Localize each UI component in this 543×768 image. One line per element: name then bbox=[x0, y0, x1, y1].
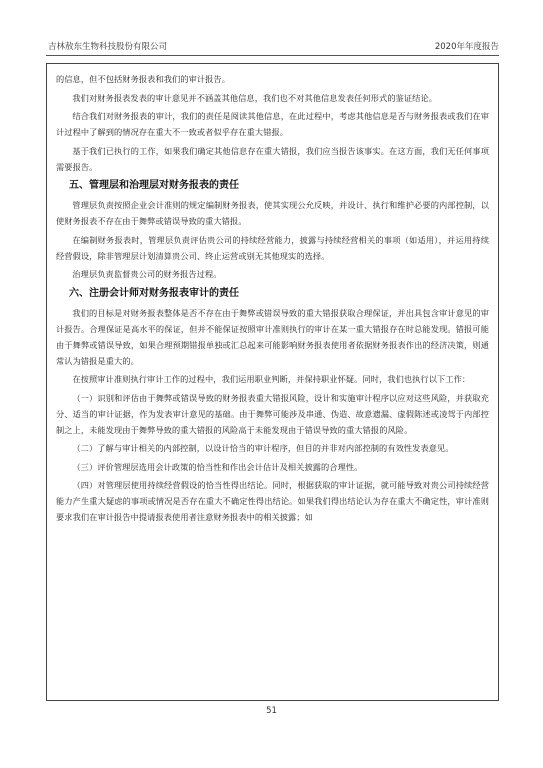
paragraph: 结合我们对财务报表的审计，我们的责任是阅读其他信息，在此过程中，考虑其他信息是否与财务报表或我们在审计过程中了解到的情况存在重大不一致或者似乎存在重大错报。 bbox=[56, 111, 489, 137]
paragraph: 管理层负责按照企业会计准则的规定编制财务报表，使其实现公允反映，并设计、执行和维护必要的内部控制，以使财务报表不存在由于舞弊或错误导致的重大错报。 bbox=[56, 200, 489, 226]
header-divider bbox=[46, 55, 499, 56]
text-frame bbox=[46, 63, 499, 701]
report-title: 2020年年度报告 bbox=[434, 42, 499, 52]
section-heading-5: 五、管理层和治理层对财务报表的责任 bbox=[69, 180, 239, 191]
paragraph: 的信息，但不包括财务报表和我们的审计报告。 bbox=[56, 74, 231, 84]
paragraph: （三）评价管理层选用会计政策的恰当性和作出会计估计及相关披露的合理性。 bbox=[72, 461, 363, 472]
paragraph: （一）识别和评估由于舞弊或错误导致的财务报表重大错报风险，设计和实施审计程序以应对这些风险，并获取充分、适当的审计证据，作为发表审计意见的基础。由于舞弊可能涉及串通、伪造、故意遗漏、虚假陈述或凌驾于内部控制之上，未能发现由于舞弊导致的重大错报的风险高于未能发现由于错误导致的重大错报的风险。 bbox=[56, 392, 489, 435]
paragraph: 我们的目标是对财务报表整体是否不存在由于舞弊或错误导致的重大错报获取合理保证，并出具包含审计意见的审计报告。合理保证是高水平的保证，但并不能保证按照审计准则执行的审计在某一重大错报存在时总能发现。错报可能由于舞弊或错误导致，如果合理预期错报单独或汇总起来可能影响财务报表使用者依据财务报表作出的经济决策，则通常认为错报是重大的。 bbox=[56, 307, 489, 366]
paragraph: 在按照审计准则执行审计工作的过程中，我们运用职业判断，并保持职业怀疑。同时，我们也执行以下工作： bbox=[72, 374, 471, 384]
company-name: 吉林敖东生物科技股份有限公司 bbox=[48, 42, 168, 52]
paragraph: 基于我们已执行的工作，如果我们确定其他信息存在重大错报，我们应当报告该事实。在这方面，我们无任何事项需要报告。 bbox=[56, 145, 489, 172]
paragraph: 我们对财务报表发表的审计意见并不涵盖其他信息，我们也不对其他信息发表任何形式的鉴证结论。 bbox=[72, 92, 438, 103]
page-number: 51 bbox=[266, 706, 277, 716]
paragraph: 治理层负责监督贵公司的财务报告过程。 bbox=[72, 269, 222, 279]
paragraph: 在编制财务报表时，管理层负责评估贵公司的持续经营能力，披露与持续经营相关的事项（如适用），并运用持续经营假设，除非管理层计划清算贵公司、终止运营或别无其他现实的选择。 bbox=[56, 234, 489, 261]
section-heading-6: 六、注册会计师对财务报表审计的责任 bbox=[69, 287, 239, 299]
page-header bbox=[48, 40, 499, 54]
paragraph: （二）了解与审计相关的内部控制，以设计恰当的审计程序，但目的并非对内部控制的有效性发表意见。 bbox=[72, 443, 454, 453]
paragraph: （四）对管理层使用持续经营假设的恰当性得出结论。同时，根据获取的审计证据，就可能导致对贵公司持续经营能力产生重大疑虑的事项或情况是否存在重大不确定性得出结论。如果我们得出结论认为存在重大不确定性，审计准则要求我们在审计报告中提请报表使用者注意财务报表中的相关披露；如 bbox=[56, 480, 489, 522]
